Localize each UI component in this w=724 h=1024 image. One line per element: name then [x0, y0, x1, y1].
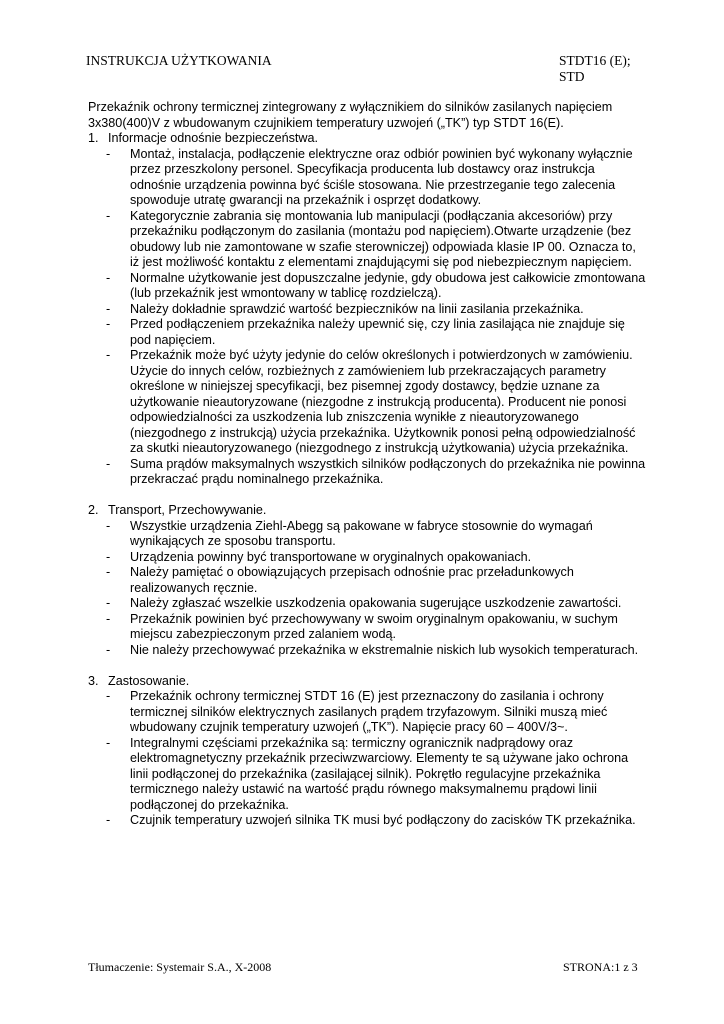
bullet-dash: - — [106, 642, 111, 657]
list-item — [106, 689, 648, 736]
list-item — [106, 565, 648, 596]
list-item — [106, 348, 648, 457]
bullet-dash: - — [106, 146, 111, 161]
section-title: Zastosowanie. — [108, 673, 190, 688]
footer-page-number: STRONA:1 z 3 — [563, 960, 638, 974]
list-item — [106, 147, 648, 209]
list-item — [106, 643, 648, 659]
list-item — [106, 457, 648, 488]
section-number: 3. — [88, 673, 99, 688]
bullet-list — [88, 147, 648, 488]
list-item-text: Normalne użytkowanie jest dopuszczalne jedynie, gdy obudowa jest całkowicie zmontowana (lub przekaźnik jest wmontowany w tablicę rozdzielczą). — [130, 270, 646, 300]
list-item-text: Należy dokładnie sprawdzić wartość bezpieczników na linii zasilania przekaźnika. — [130, 301, 584, 316]
intro-paragraph: Przekaźnik ochrony termicznej zintegrowany z wyłącznikiem do silników zasilanych napięciem 3x380(400)V z wbudowanym czujnikiem temperatury uzwojeń („TK”) typ STDT 16(E). — [88, 100, 613, 130]
bullet-dash: - — [106, 208, 111, 223]
list-item-text: Wszystkie urządzenia Ziehl-Abegg są pakowane w fabryce stosownie do wymagań wynikających ze sposobu transportu. — [130, 518, 593, 548]
bullet-dash: - — [106, 270, 111, 285]
section-title: Informacje odnośnie bezpieczeństwa. — [108, 131, 319, 145]
list-item — [106, 317, 648, 348]
section-2 — [88, 503, 648, 658]
list-item-text: Czujnik temperatury uzwojeń silnika TK musi być podłączony do zacisków TK przekaźnika. — [130, 813, 636, 827]
bullet-list — [88, 689, 648, 829]
list-item-text: Przekaźnik powinien być przechowywany w swoim oryginalnym opakowaniu, w suchym miejscu zabezpieczonym przed zalaniem wodą. — [130, 611, 618, 641]
list-item-text: Integralnymi częściami przekaźnika są: termiczny ogranicznik nadprądowy oraz elektromagnetyczny przekaźnik przeciwzwarciowy. Elementy te są używane jako ochrona linii podłączonej do przekaźnika (zasilającej silnik). Pokrętło regulacyjne przekaźnika termicznego należy ustawić na wartość prądu równego maksymalnemu prądowi linii podłączonej do przekaźnika. — [130, 735, 629, 812]
section-title: Transport, Przechowywanie. — [108, 503, 267, 517]
list-item — [106, 550, 648, 566]
list-item — [106, 596, 648, 612]
list-item — [106, 209, 648, 271]
list-item — [106, 612, 648, 643]
list-item-text: Przekaźnik może być użyty jedynie do celów określonych i potwierdzonych w zamówieniu. Użycie do innych celów, rozbieżnych z zamówieniem lub przekraczających parametry określone w niniejszej specyfikacji, bez pisemnej zgody dostawcy, będzie uznane za użytkowanie nieautoryzowane (niezgodne z instrukcją producenta). Producent nie ponosi odpowiedzialności za uszkodzenia lub zniszczenia wynikłe z nieautoryzowanego (niezgodnego z instrukcją) użycia przekaźnika. Użytkownik ponosi pełną odpowiedzialność za skutki nieautoryzowanego (niezgodnego z instrukcją użytkowania) użycia przekaźnika. — [130, 348, 636, 455]
bullet-list — [88, 519, 648, 659]
list-item — [106, 519, 648, 550]
list-item-text: Suma prądów maksymalnych wszystkich silników podłączonych do przekaźnika nie powinna przekraczać prądu nominalnego przekaźnika. — [130, 456, 646, 486]
footer-translation: Tłumaczenie: Systemair S.A., X-2008 — [88, 960, 272, 974]
list-item-text: Urządzenia powinny być transportowane w oryginalnych opakowaniach. — [130, 549, 532, 564]
list-item-text: Montaż, instalacja, podłączenie elektryczne oraz odbiór powinien być wykonany wyłącznie przez przeszkolony personel. Specyfikacja producenta lub dostawcy oraz instrukcja odnośnie urządzenia powinna być ściśle stosowana. Nie przestrzeganie tego zalecenia spowoduje utratę gwarancji na przekaźnik i osprzęt dodatkowy. — [130, 146, 633, 207]
sections-container — [88, 131, 648, 829]
bullet-dash: - — [106, 689, 111, 703]
list-item — [106, 271, 648, 302]
list-item — [106, 813, 648, 829]
list-item-text: Kategorycznie zabrania się montowania lub manipulacji (podłączania akcesoriów) przy przekaźniku podłączonym do zasilania (montażu pod napięciem).Otwarte urządzenie (bez obudowy lub nie zamontowane w szafie sterowniczej) odpowiada klasie IP 00. Oznacza to, iż jest możliwość kontaktu z elementami znajdującymi się pod niebezpiecznym napięciem. — [130, 208, 636, 269]
section-heading — [88, 503, 648, 519]
section-number: 2. — [88, 503, 99, 517]
bullet-dash: - — [106, 301, 111, 316]
section-number: 1. — [88, 131, 99, 145]
bullet-dash: - — [106, 456, 111, 471]
list-item-text: Nie należy przechowywać przekaźnika w ekstremalnie niskich lub wysokich temperaturach. — [130, 642, 639, 657]
bullet-dash: - — [106, 565, 111, 579]
section-3 — [88, 674, 648, 829]
bullet-dash: - — [106, 348, 111, 362]
section-1 — [88, 131, 648, 488]
document-code-line2: STD — [559, 69, 585, 84]
list-item — [106, 736, 648, 814]
bullet-dash: - — [106, 596, 111, 610]
document-code-line1: STDT16 (E); — [559, 53, 631, 68]
bullet-dash: - — [106, 611, 111, 626]
bullet-dash: - — [106, 813, 111, 827]
bullet-dash: - — [106, 735, 111, 750]
bullet-dash: - — [106, 549, 111, 564]
list-item — [106, 302, 648, 318]
bullet-dash: - — [106, 317, 111, 331]
bullet-dash: - — [106, 518, 111, 533]
section-heading — [88, 674, 648, 690]
list-item-text: Należy zgłaszać wszelkie uszkodzenia opakowania sugerujące uszkodzenie zawartości. — [130, 596, 622, 610]
document-body — [88, 100, 648, 829]
document-title: INSTRUKCJA UŻYTKOWANIA — [86, 53, 272, 68]
document-code — [559, 53, 659, 85]
list-item-text: Przed podłączeniem przekaźnika należy upewnić się, czy linia zasilająca nie znajduje się pod napięciem. — [130, 317, 625, 347]
list-item-text: Przekaźnik ochrony termicznej STDT 16 (E) jest przeznaczony do zasilania i ochrony termicznej silników elektrycznych zasilanych prądem trzyfazowym. Silniki muszą mieć wbudowany czujnik temperatury uzwojeń („TK”). Napięcie pracy 60 – 400V/3~. — [130, 689, 608, 734]
section-heading — [88, 131, 648, 147]
list-item-text: Należy pamiętać o obowiązujących przepisach odnośnie prac przeładunkowych realizowanych ręcznie. — [130, 565, 574, 595]
